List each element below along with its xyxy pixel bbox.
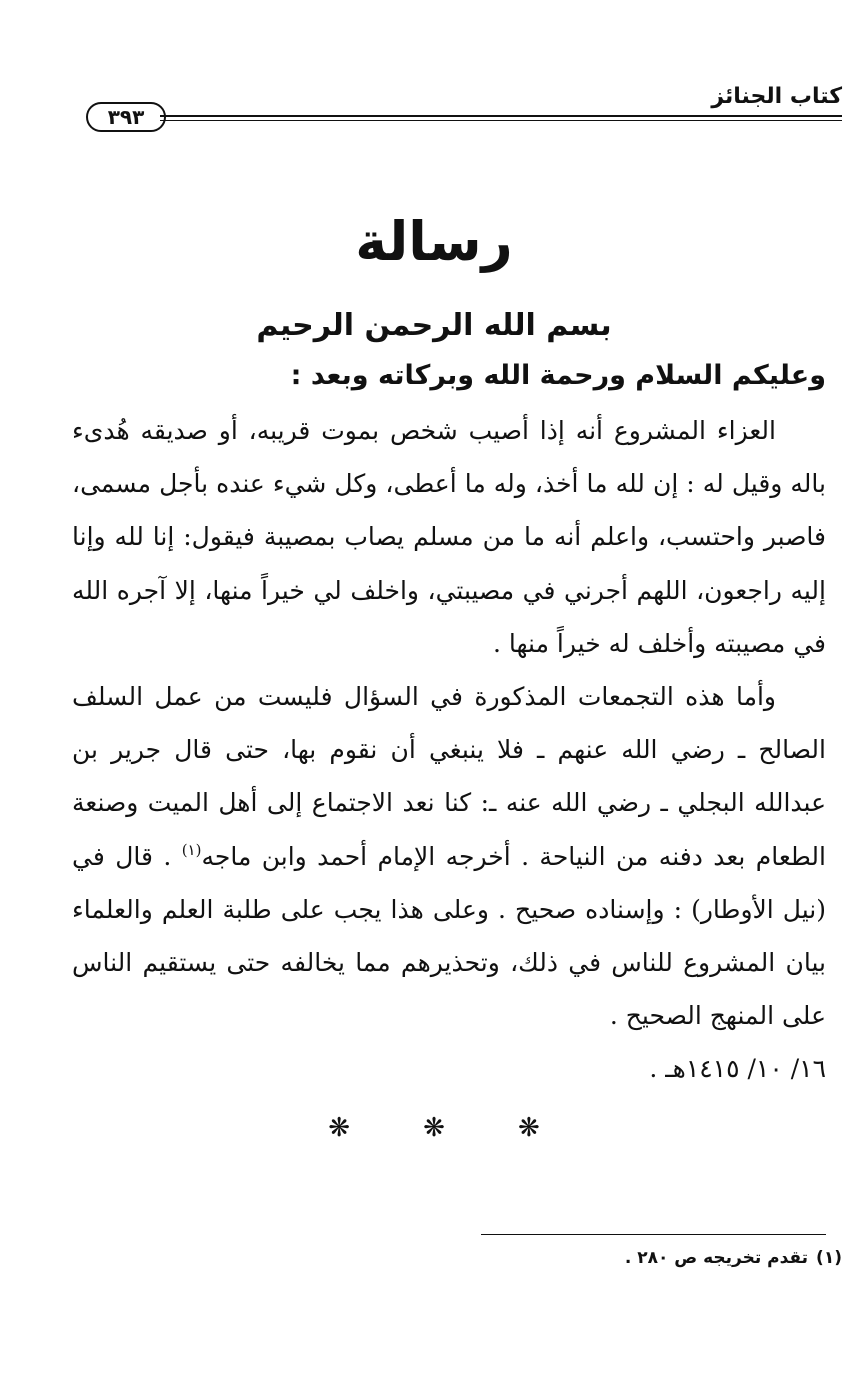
letter-title: رسالة bbox=[355, 210, 513, 273]
footnote-rule bbox=[481, 1234, 826, 1235]
asterism-separator: ❋ ❋ ❋ bbox=[328, 1113, 572, 1143]
paragraph-gatherings-continuation: . قال في (نيل الأوطار) : وإسناده صحيح . وعلى هذا يجب على طلبة العلم والعلماء بيان المشروع للناس في ذلك، وتحذيرهم مما يخالفه حتى يستقيم الناس على المنهج الصحيح . bbox=[72, 841, 826, 1031]
chapter-title: كتاب الجنائز bbox=[711, 84, 842, 109]
footnote-marker: (١) bbox=[816, 1248, 842, 1268]
running-header bbox=[86, 82, 842, 129]
greeting: وعليكم السلام ورحمة الله وبركاته وبعد : bbox=[290, 360, 826, 391]
footnote bbox=[42, 1244, 842, 1272]
paragraph-gatherings-text: وأما هذه التجمعات المذكورة في السؤال فليست من عمل السلف الصالح ـ رضي الله عنهم ـ فلا ينبغي أن نقوم بها، حتى قال جرير بن عبدالله البجلي ـ رضي الله عنه ـ: كنا نعد الاجتماع إلى أهل الميت وصنعة الطعام بعد دفنه من النياحة . أخرجه الإمام أحمد وابن ماجه bbox=[72, 682, 826, 871]
paragraph-gatherings bbox=[72, 670, 826, 1042]
page-number: ٣٩٣ bbox=[86, 102, 166, 132]
header-rule bbox=[160, 115, 842, 121]
basmala: بسم الله الرحمن الرحيم bbox=[256, 308, 612, 343]
letter-body bbox=[72, 404, 826, 1096]
footnote-reference: (١) bbox=[181, 840, 202, 859]
date-line: ١٦/ ١٠/ ١٤١٥هـ . bbox=[649, 1054, 826, 1084]
paragraph-condolence: العزاء المشروع أنه إذا أصيب شخص بموت قريبه، أو صديقه هُدىء باله وقيل له : إن لله ما أخذ، وله ما أعطى، وكل شيء عنده بأجل مسمى، فاصبر واحتسب، واعلم أنه ما من مسلم يصاب بمصيبة فيقول: إنا لله وإنا إليه راجعون، اللهم أجرني في مصيبتي، واخلف لي خيراً منها، إلا آجره الله في مصيبته وأخلف له خيراً منها . bbox=[72, 416, 826, 658]
footnote-text: تقدم تخريجه ص ٢٨٠ . bbox=[624, 1248, 809, 1268]
